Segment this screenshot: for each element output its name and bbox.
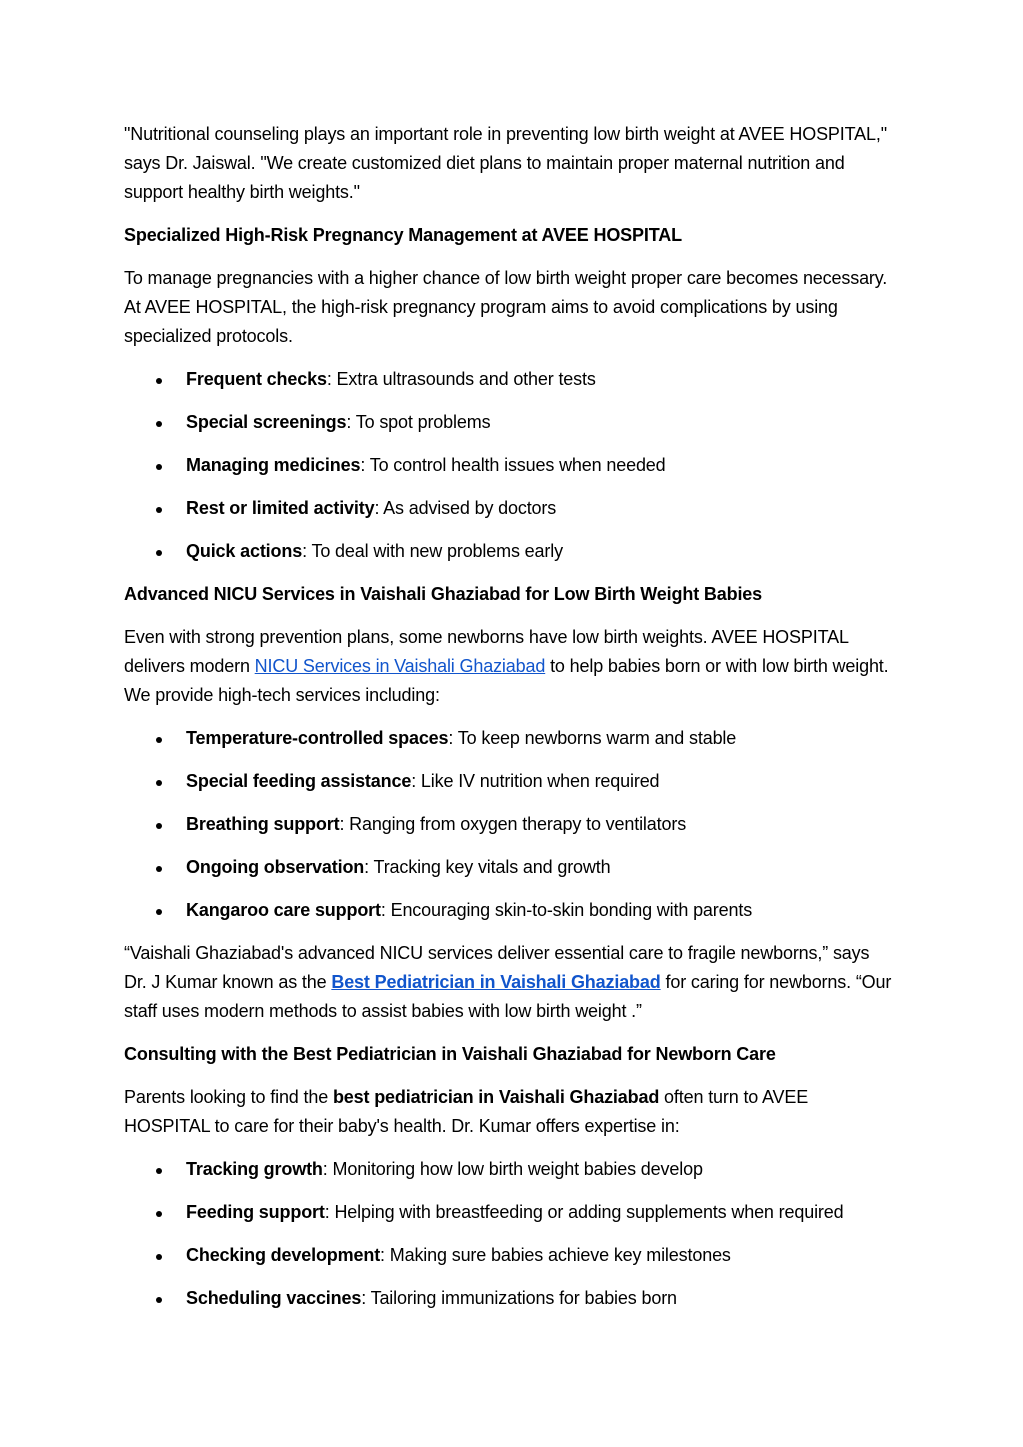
list-item-term: Frequent checks (186, 369, 327, 389)
pediatrician-paragraph-bold: best pediatrician in Vaishali Ghaziabad (332, 1087, 660, 1107)
best-pediatrician-link[interactable]: Best Pediatrician in Vaishali Ghaziabad (331, 972, 661, 992)
list-item (124, 1198, 894, 1227)
list-item-term: Quick actions (186, 541, 303, 561)
high-risk-heading: Specialized High-Risk Pregnancy Management at AVEE HOSPITAL (124, 225, 682, 245)
list-item (124, 537, 894, 566)
list-item-desc: : Encouraging skin-to-skin bonding with parents (380, 900, 753, 920)
list-item-desc: : To keep newborns warm and stable (448, 728, 737, 748)
bullet-icon (156, 909, 162, 915)
high-risk-paragraph: To manage pregnancies with a higher chance of low birth weight proper care becomes necessary. At AVEE HOSPITAL, the high-risk pregnancy program aims to avoid complications by using specialized protocols. (124, 268, 888, 346)
list-item (124, 896, 894, 925)
list-item-term: Checking development (186, 1245, 381, 1265)
bullet-icon (156, 780, 162, 786)
list-item (124, 494, 894, 523)
bullet-icon (156, 1254, 162, 1260)
list-item (124, 451, 894, 480)
list-item-desc: : To deal with new problems early (302, 541, 563, 561)
list-item-desc: : To spot problems (346, 412, 491, 432)
list-item (124, 1155, 894, 1184)
list-item-term: Breathing support (186, 814, 340, 834)
list-item (124, 810, 894, 839)
document-page (124, 120, 894, 1327)
nicu-quote-end: for caring for newborns. “Our staff uses modern methods to assist babies with low birth weight .” (124, 972, 892, 1021)
list-item-term: Scheduling vaccines (186, 1288, 362, 1308)
bullet-icon (156, 866, 162, 872)
list-item (124, 1241, 894, 1270)
bullet-icon (156, 1211, 162, 1217)
list-item-term: Kangaroo care support (186, 900, 381, 920)
list-item-desc: : To control health issues when needed (360, 455, 666, 475)
list-item-desc: : As advised by doctors (374, 498, 557, 518)
list-item-term: Rest or limited activity (186, 498, 375, 518)
intro-quote: "Nutritional counseling plays an important role in preventing low birth weight at AVEE HOSPITAL," says Dr. Jaiswal. "We create customized diet plans to maintain proper maternal nutrition and support healthy birth weights." (124, 124, 887, 202)
pediatrician-paragraph (124, 1083, 894, 1141)
list-item-desc: : Making sure babies achieve key milestones (380, 1245, 731, 1265)
pediatrician-paragraph-start: Parents looking to find the (124, 1087, 333, 1107)
nicu-paragraph (124, 623, 894, 710)
pediatrician-paragraph-end: often turn to AVEE HOSPITAL to care for their baby's health. Dr. Kumar offers expertise in: (124, 1087, 809, 1136)
nicu-quote (124, 939, 894, 1026)
nicu-list (124, 724, 894, 925)
list-item-desc: : Like IV nutrition when required (411, 771, 660, 791)
bullet-icon (156, 464, 162, 470)
list-item-term: Special screenings (186, 412, 347, 432)
list-item-term: Managing medicines (186, 455, 361, 475)
bullet-icon (156, 421, 162, 427)
list-item-desc: : Helping with breastfeeding or adding supplements when required (324, 1202, 844, 1222)
list-item-desc: : Tracking key vitals and growth (364, 857, 611, 877)
list-item-desc: : Tailoring immunizations for babies born (361, 1288, 677, 1308)
list-item (124, 365, 894, 394)
bullet-icon (156, 1297, 162, 1303)
nicu-quote-start: “Vaishali Ghaziabad's advanced NICU services deliver essential care to fragile newborns,” says Dr. J Kumar known as the (124, 943, 870, 992)
nicu-paragraph-start: Even with strong prevention plans, some newborns have low birth weights. AVEE HOSPITAL delivers modern (124, 627, 849, 676)
high-risk-list (124, 365, 894, 566)
list-item-term: Ongoing observation (186, 857, 365, 877)
pediatrician-heading: Consulting with the Best Pediatrician in Vaishali Ghaziabad for Newborn Care (124, 1044, 776, 1064)
list-item (124, 767, 894, 796)
bullet-icon (156, 1168, 162, 1174)
bullet-icon (156, 823, 162, 829)
nicu-paragraph-end: to help babies born or with low birth weight. We provide high-tech services including: (124, 656, 889, 705)
bullet-icon (156, 550, 162, 556)
list-item-desc: : Monitoring how low birth weight babies develop (322, 1159, 703, 1179)
bullet-icon (156, 378, 162, 384)
list-item (124, 853, 894, 882)
pediatrician-list (124, 1155, 894, 1313)
nicu-services-link[interactable]: NICU Services in Vaishali Ghaziabad (254, 656, 546, 676)
list-item (124, 724, 894, 753)
nicu-heading: Advanced NICU Services in Vaishali Ghaziabad for Low Birth Weight Babies (124, 584, 763, 604)
list-item-desc: : Extra ultrasounds and other tests (326, 369, 596, 389)
list-item-desc: : Ranging from oxygen therapy to ventilators (339, 814, 687, 834)
list-item-term: Feeding support (186, 1202, 325, 1222)
list-item-term: Tracking growth (186, 1159, 323, 1179)
list-item (124, 408, 894, 437)
list-item (124, 1284, 894, 1313)
bullet-icon (156, 507, 162, 513)
bullet-icon (156, 737, 162, 743)
list-item-term: Special feeding assistance (186, 771, 412, 791)
list-item-term: Temperature-controlled spaces (186, 728, 449, 748)
